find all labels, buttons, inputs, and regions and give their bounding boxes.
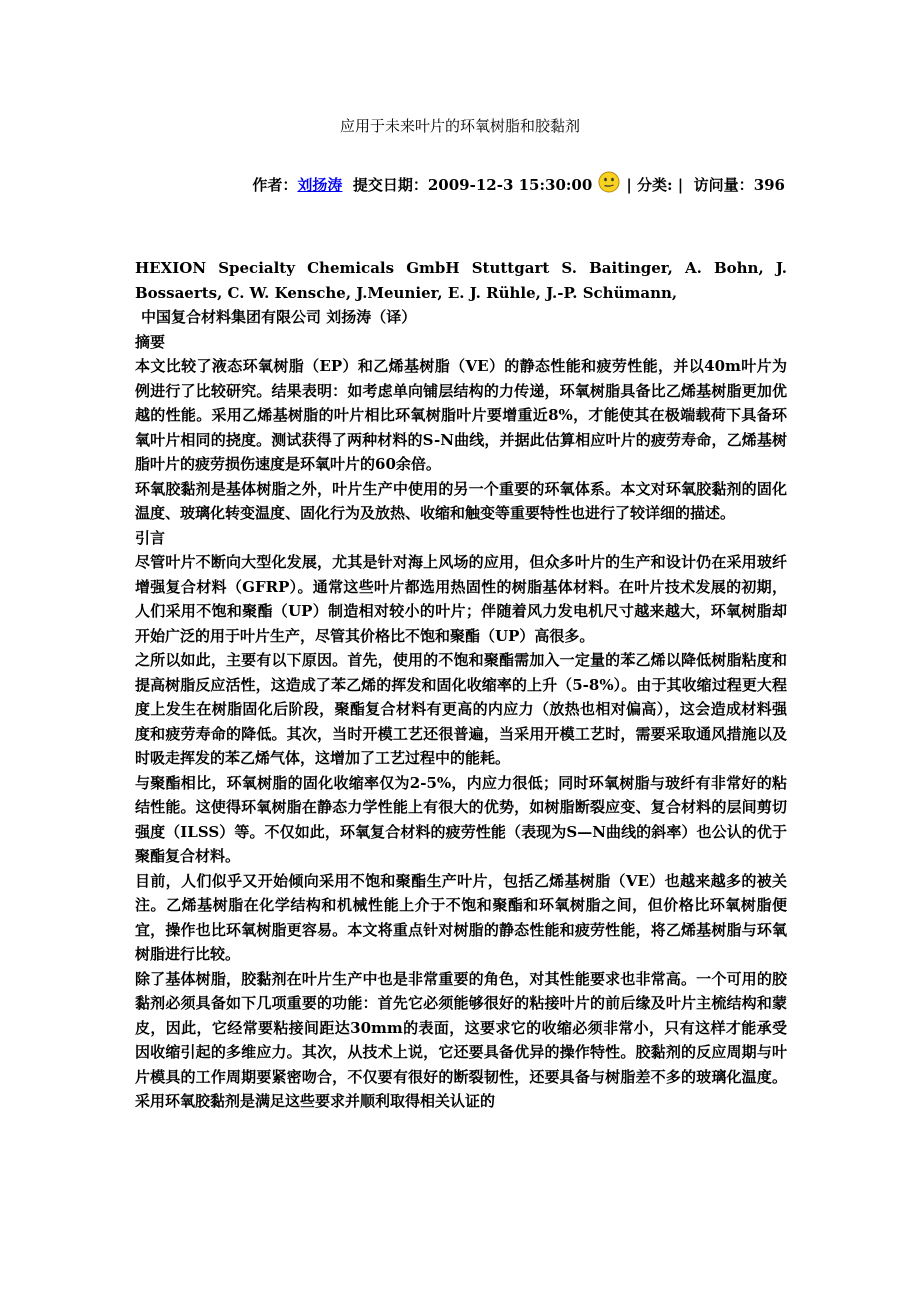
article-body <box>135 256 787 1114</box>
abstract-paragraph-1: 本文比较了液态环氧树脂（EP）和乙烯基树脂（VE）的静态性能和疲劳性能，并以40m叶片为例进行了比较研究。结果表明：如考虑单向铺层结构的力传递，环氧树脂具备比乙烯基树脂更加优越的性能。采用乙烯基树脂的叶片相比环氧树脂叶片要增重近8%，才能使其在极端载荷下具备环氧叶片相同的挠度。测试获得了两种材料的S-N曲线，并据此估算相应叶片的疲劳寿命，乙烯基树脂叶片的疲劳损伤速度是环氧叶片的60余倍。 <box>135 357 787 473</box>
meta-gap-2 <box>683 176 693 194</box>
intro-paragraph-5: 除了基体树脂，胶黏剂在叶片生产中也是非常重要的角色，对其性能要求也非常高。一个可用的胶黏剂必须具备如下几项重要的功能：首先它必须能够很好的粘接叶片的前后缘及叶片主梳结构和蒙皮，因此，它经常要粘接间距达30mm的表面，这要求它的收缩必须非常小，只有这样才能承受因收缩引起的多维应力。其次，从技术上说，它还要具备优异的操作特性。胶黏剂的反应周期与叶片模具的工作周期要紧密吻合，不仅要有很好的断裂韧性，还要具备与树脂差不多的玻璃化温度。采用环氧胶黏剂是满足这些要求并顺利取得相关认证的 <box>135 969 787 1110</box>
translator-paragraph: 中国复合材料集团有限公司 刘扬涛（译） <box>141 308 417 326</box>
smiley-icon <box>598 171 620 193</box>
intro-paragraph-1: 尽管叶片不断向大型化发展，尤其是针对海上风场的应用，但众多叶片的生产和设计仍在采用玻纤增强复合材料（GFRP）。通常这些叶片都选用热固性的树脂基体材料。在叶片技术发展的初期，人们采用不饱和聚酯（UP）制造相对较小的叶片；伴随着风力发电机尺寸越来越大，环氧树脂却开始广泛的用于叶片生产，尽管其价格比不饱和聚酯（UP）高很多。 <box>135 553 787 645</box>
intro-paragraph-4: 目前，人们似乎又开始倾向采用不饱和聚酯生产叶片，包括乙烯基树脂（VE）也越来越多的被关注。乙烯基树脂在化学结构和机械性能上介于不饱和聚酯和环氧树脂之间，但价格比环氧树脂便宜，操作也比环氧树脂更容易。本文将重点针对树脂的静态性能和疲劳性能，将乙烯基树脂与环氧树脂进行比较。 <box>135 871 787 963</box>
submit-date: 2009-12-3 15:30:00 <box>427 175 593 194</box>
meta-gap <box>342 176 352 194</box>
abstract-heading: 摘要 <box>135 332 166 351</box>
page-title: 应用于未来叶片的环氧树脂和胶黏剂 <box>339 117 580 135</box>
category: | 分类: | <box>626 176 684 194</box>
intro-heading: 引言 <box>135 528 166 547</box>
visit-count: 396 <box>753 175 785 194</box>
date-label: 提交日期： <box>352 176 428 194</box>
intro-paragraph-2: 之所以如此，主要有以下原因。首先，使用的不饱和聚酯需加入一定量的苯乙烯以降低树脂粘度和提高树脂反应活性，这造成了苯乙烯的挥发和固化收缩率的上升（5-8%）。由于其收缩过程更大程度上发生在树脂固化后阶段，聚酯复合材料有更高的内应力（放热也相对偏高），这会造成材料强度和疲劳寿命的降低。其次，当时开模工艺还很普遍，当采用开模工艺时，需要采取通风措施以及时吸走挥发的苯乙烯气体，这增加了工艺过程中的能耗。 <box>135 651 787 767</box>
authors-paragraph: HEXION Specialty Chemicals GmbH Stuttgart S. Baitinger, A. Bohn, J. Bossaerts, C. W. Kensche, J.Meunier, E. J. Rühle, J.-P. Schümann, <box>135 259 787 302</box>
abstract-paragraph-2: 环氧胶黏剂是基体树脂之外，叶片生产中使用的另一个重要的环氧体系。本文对环氧胶黏剂的固化温度、玻璃化转变温度、固化行为及放热、收缩和触变等重要特性也进行了较详细的描述。 <box>135 479 787 522</box>
article-meta <box>252 174 785 195</box>
author-label: 作者： <box>252 176 298 194</box>
author-link[interactable]: 刘扬涛 <box>297 176 343 194</box>
visits-label: 访问量： <box>693 176 754 194</box>
intro-paragraph-3: 与聚酯相比，环氧树脂的固化收缩率仅为2-5%，内应力很低；同时环氧树脂与玻纤有非常好的粘结性能。这使得环氧树脂在静态力学性能上有很大的优势，如树脂断裂应变、复合材料的层间剪切强度（ILSS）等。不仅如此，环氧复合材料的疲劳性能（表现为S—N曲线的斜率）也公认的优于聚酯复合材料。 <box>135 773 787 865</box>
